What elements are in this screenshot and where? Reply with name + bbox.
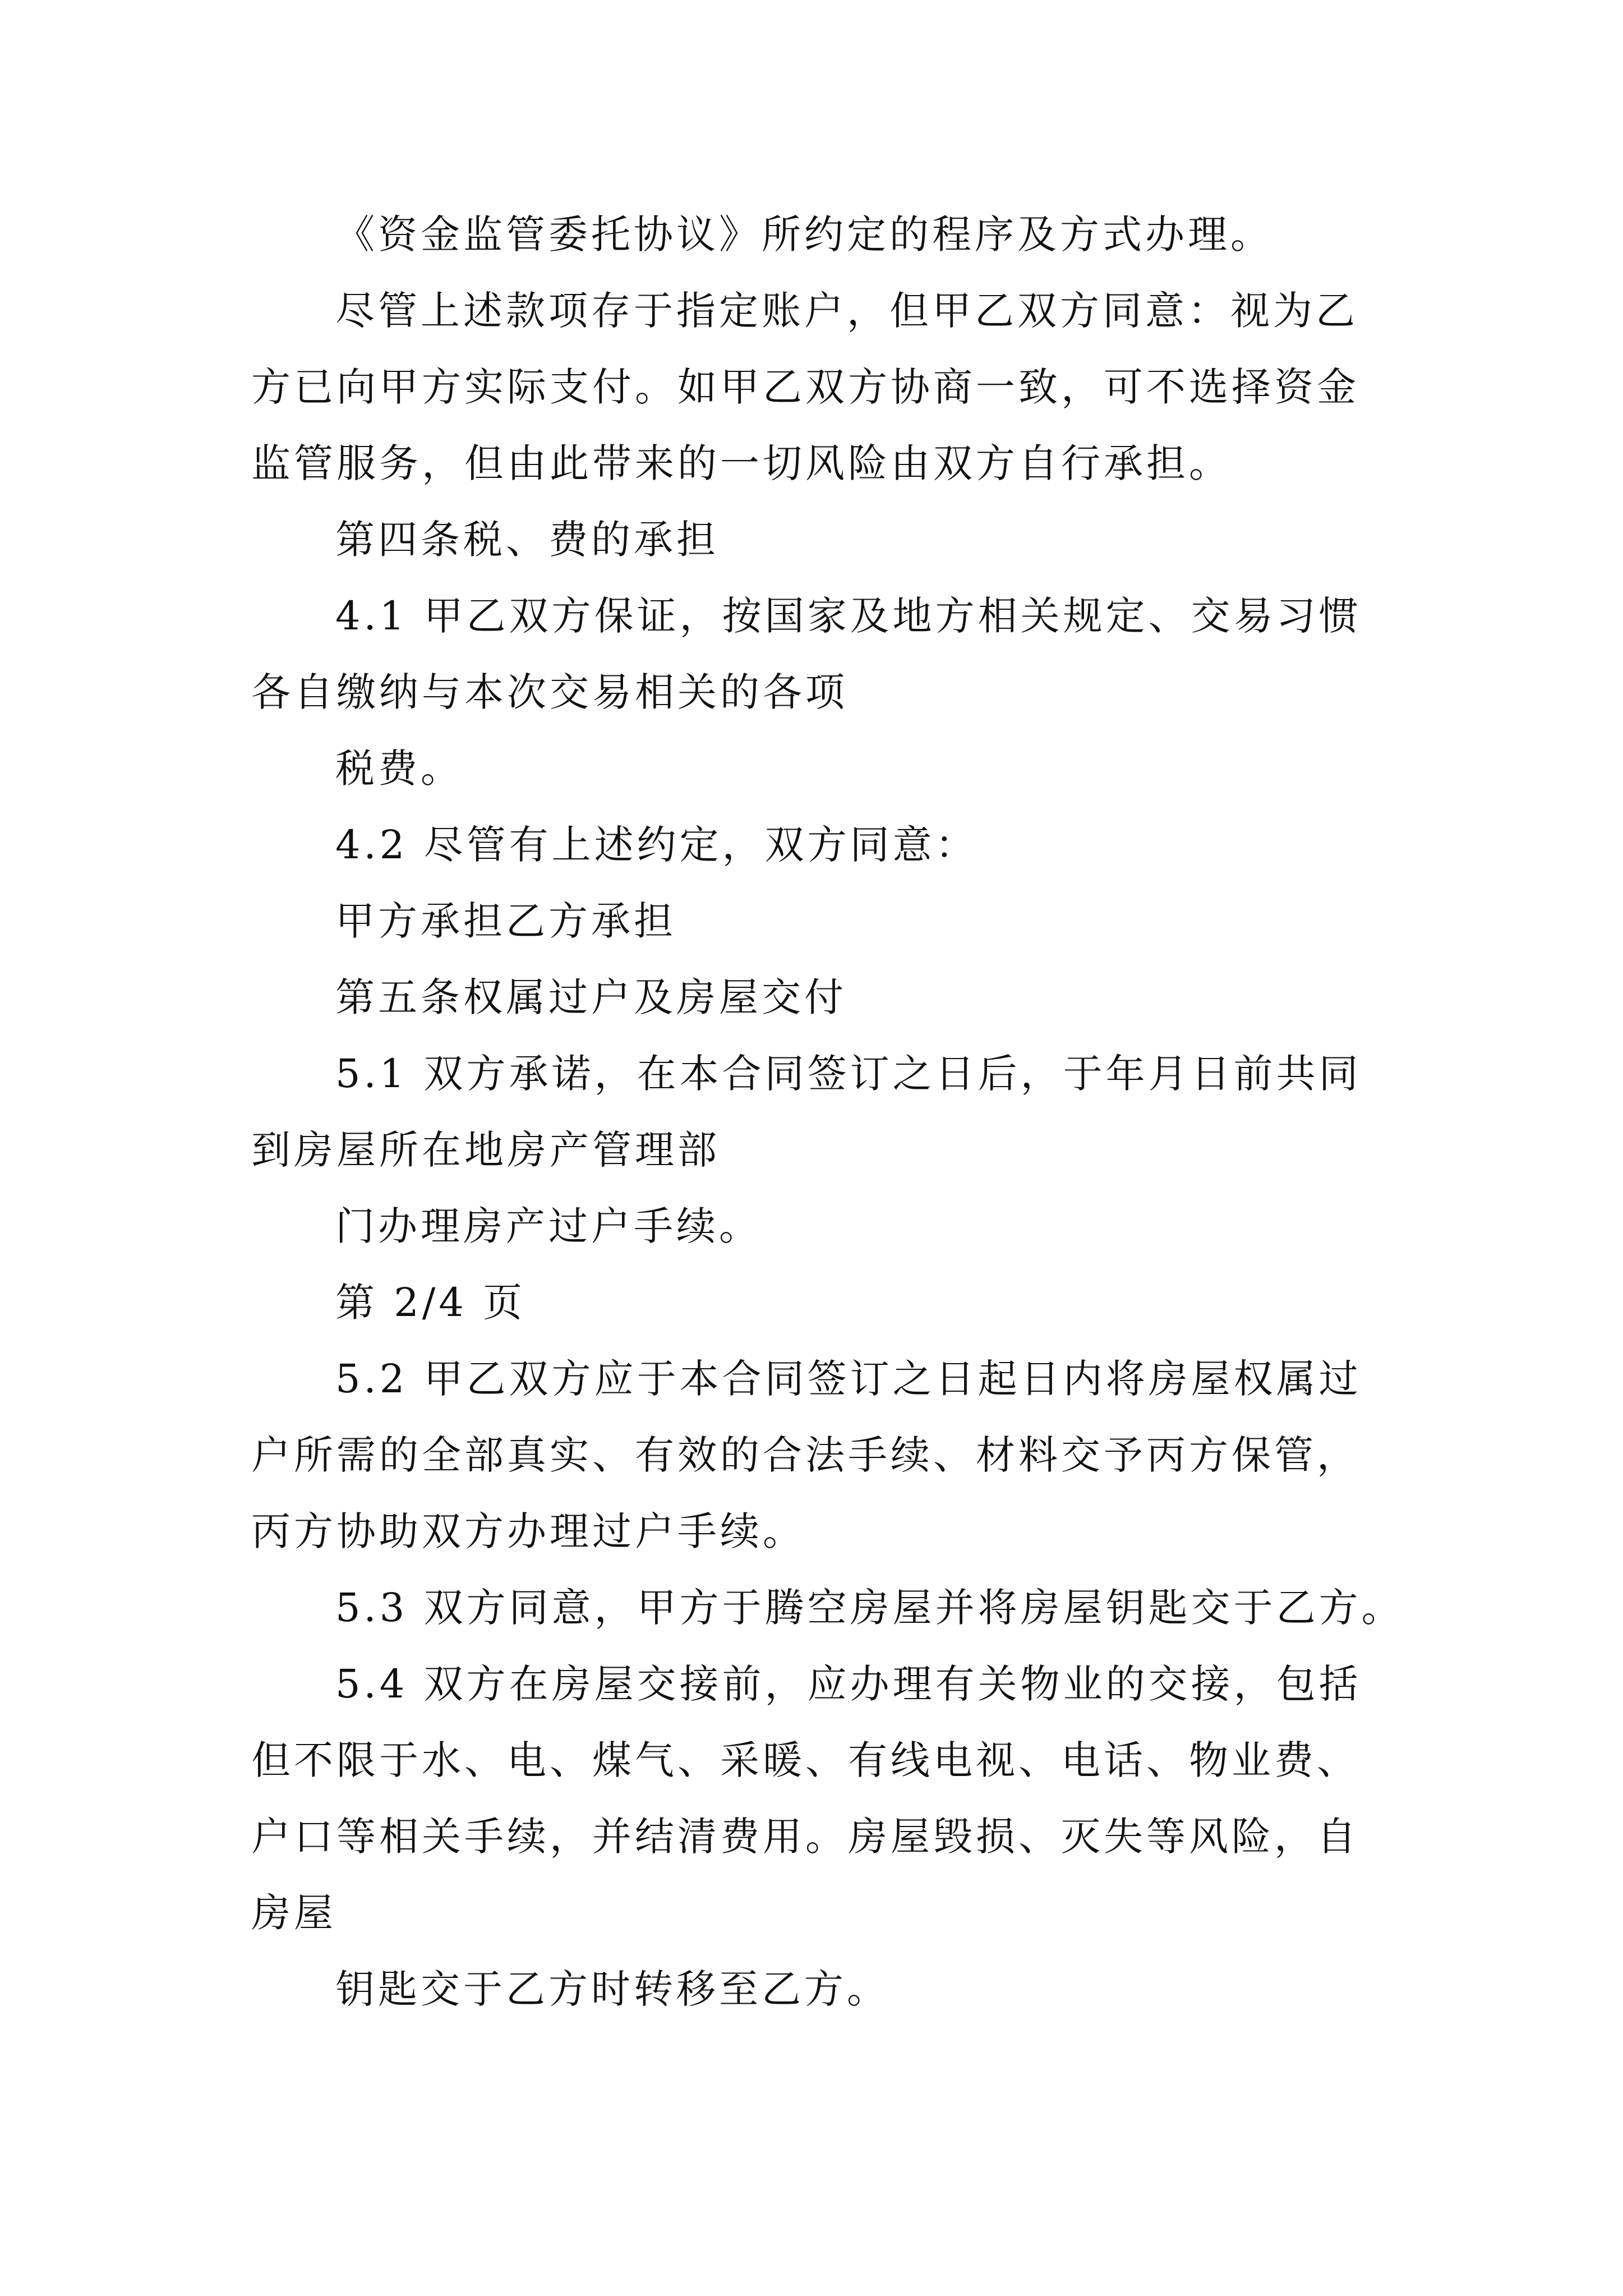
text-line: 5.4 双方在房屋交接前，应办理有关物业的交接，包括: [335, 1661, 1362, 1707]
text-line: 5.3 双方同意，甲方于腾空房屋并将房屋钥匙交于乙方。: [335, 1585, 1404, 1631]
text-line: 丙方协助双方办理过户手续。: [251, 1508, 805, 1554]
text-line: 税费。: [335, 746, 463, 792]
text-line: 监管服务，但由此带来的一切风险由双方自行承担。: [251, 440, 1232, 486]
document-body: [251, 196, 1404, 2027]
text-line: 5.2 甲乙双方应于本合同签订之日起日内将房屋权属过: [335, 1356, 1362, 1402]
text-line: 4.2 尽管有上述约定，双方同意：: [335, 822, 978, 868]
text-line: 各自缴纳与本次交易相关的各项: [251, 669, 848, 715]
text-line: 到房屋所在地房产管理部: [251, 1127, 720, 1173]
text-line: 房屋: [251, 1890, 336, 1936]
text-line: 甲方承担乙方承担: [335, 898, 676, 944]
text-line: 但不限于水、电、煤气、采暖、有线电视、电话、物业费、: [251, 1737, 1359, 1783]
text-line: 户所需的全部真实、有效的合法手续、材料交予丙方保管，: [251, 1432, 1359, 1478]
text-line: 第 2/4 页: [335, 1280, 526, 1326]
text-line: 尽管上述款项存于指定账户，但甲乙双方同意：视为乙: [335, 288, 1358, 334]
text-line: 钥匙交于乙方时转移至乙方。: [335, 1966, 889, 2012]
text-line: 方已向甲方实际支付。如甲乙双方协商一致，可不选择资金: [251, 364, 1359, 410]
text-line: 5.1 双方承诺，在本合同签订之日后，于年月日前共同: [335, 1051, 1362, 1097]
text-line: 户口等相关手续，并结清费用。房屋毁损、灭失等风险，自: [251, 1814, 1359, 1860]
text-line: 门办理房产过户手续。: [335, 1203, 762, 1249]
text-line: 第四条税、费的承担: [335, 517, 719, 563]
text-line: 4.1 甲乙双方保证，按国家及地方相关规定、交易习惯: [335, 593, 1362, 639]
text-line: 《资金监管委托协议》所约定的程序及方式办理。: [335, 211, 1273, 257]
text-line: 第五条权属过户及房屋交付: [335, 974, 847, 1020]
